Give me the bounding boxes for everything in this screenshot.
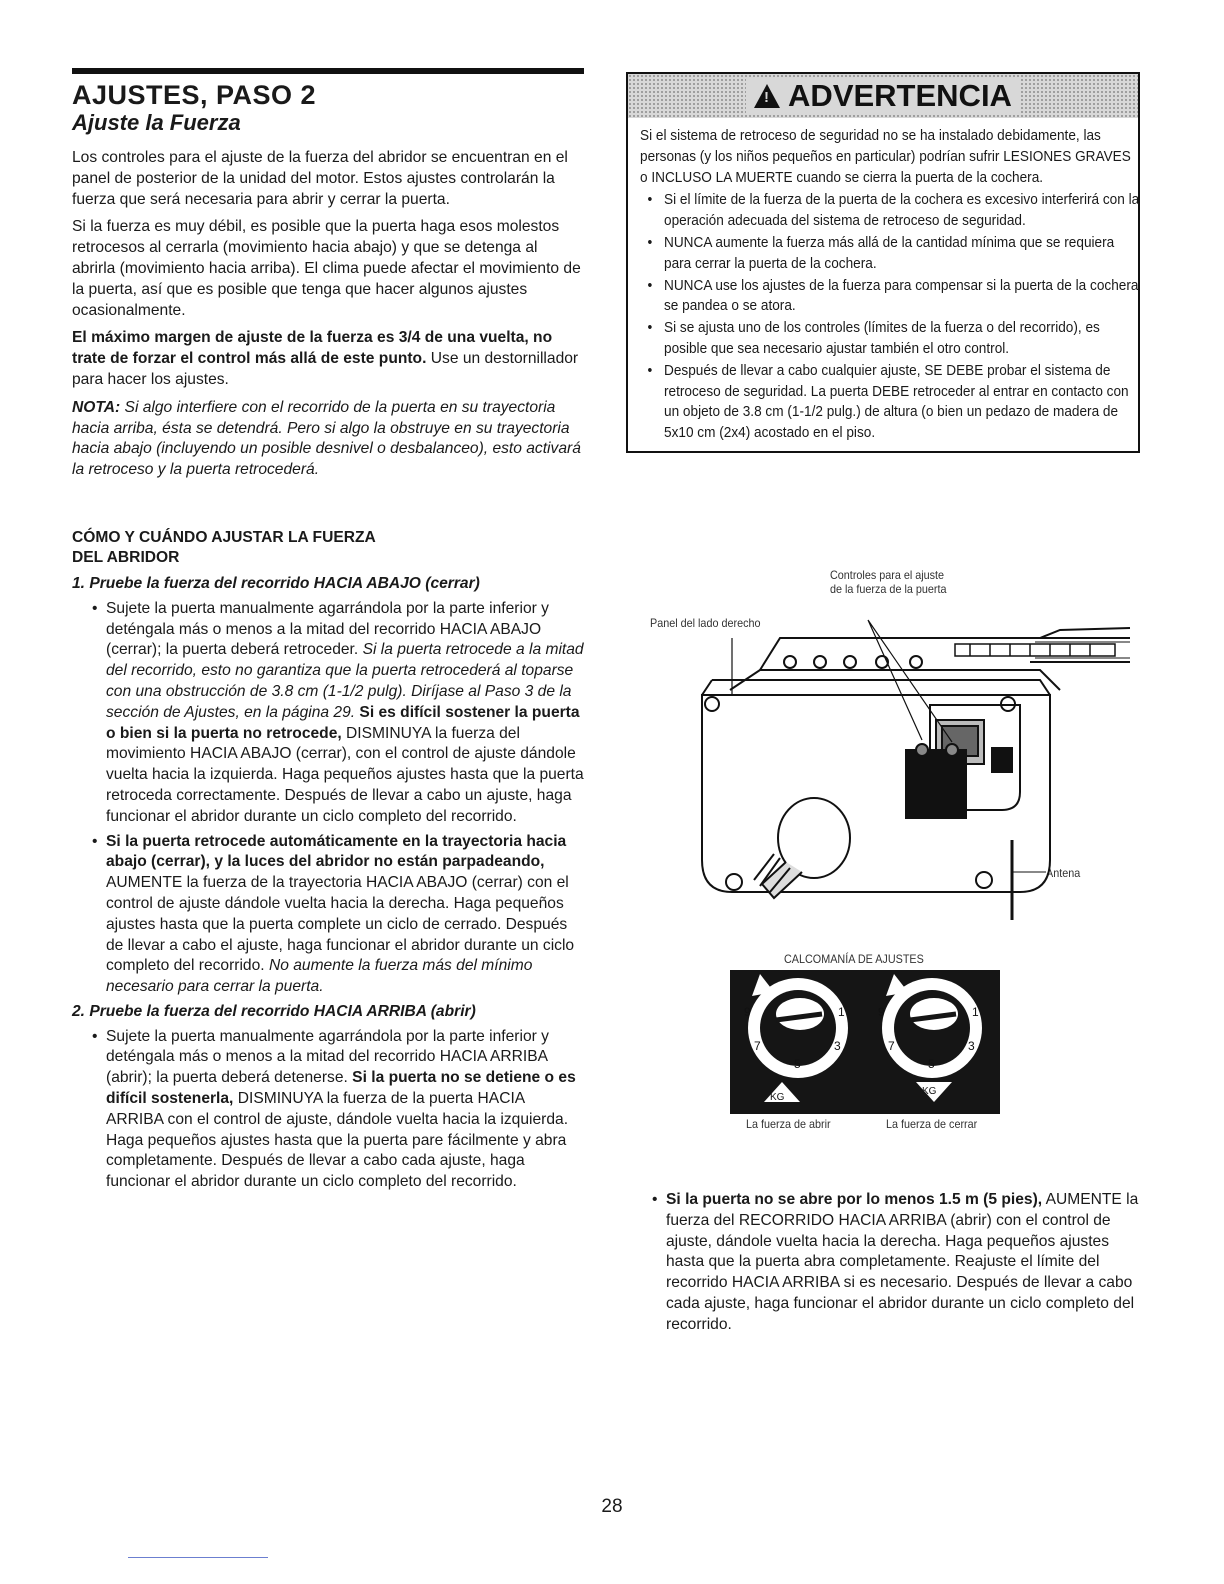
close-dial-number: 7 xyxy=(888,1039,895,1053)
step2-bullet-1 xyxy=(106,1027,584,1193)
step1-b2-bold: Si la puerta retrocede automáticamente en la trayectoria hacia abajo (cerrar), y la luces del abridor no están parpadeando, xyxy=(106,832,567,871)
adjustment-decal xyxy=(730,970,1000,1114)
close-kg-label: KG xyxy=(922,1086,937,1097)
close-dial-number: 5 xyxy=(928,1057,935,1071)
step1-b1-italic: Si la puerta retrocede a la mitad del recorrido, esto no garantiza que la puerta retrocederá al toparse con una obstrucción de 3.8 cm (1-1/2 pulg). Diríjase al Paso 3 de la sección de Ajustes, en la página 29. xyxy=(106,641,584,721)
weak-force-paragraph: Si la fuerza es muy débil, es posible que la puerta haga esos molestos retrocesos al cerrarla (movimiento hacia abajo) y que se detenga al abrirla (movimiento hacia arriba). El clima puede afectar el movimiento de la puerta, así que es posible que tenga que hacer algunos ajustes ocasionalmente. xyxy=(72,218,581,319)
warning-item: • NUNCA use los ajustes de la fuerza para compensar si la puerta de la cochera se pandea o se atora. xyxy=(664,276,1141,318)
warning-item: • Si el límite de la fuerza de la puerta de la cochera es excesivo interferirá con la operación adecuada del sistema de retroceso de seguridad. xyxy=(664,190,1141,232)
step2-heading: 2. Pruebe la fuerza del recorrido HACIA ARRIBA (abrir) xyxy=(72,1002,476,1020)
close-dial-number: 1 xyxy=(972,1005,979,1019)
open-dial-number: 3 xyxy=(834,1039,841,1053)
step1-bullet-1 xyxy=(106,599,584,828)
note-paragraph xyxy=(72,398,584,481)
step1-b2-italic: No aumente la fuerza más del mínimo necesario para cerrar la puerta. xyxy=(106,957,533,996)
left-column xyxy=(72,68,584,1197)
controls-label-line-2: de la fuerza de la puerta xyxy=(830,582,947,596)
footer-link-line xyxy=(128,1557,268,1558)
max-adjust-rest: Use un destornillador para hacer los ajustes. xyxy=(72,350,579,388)
page-title: AJUSTES, PASO 2 xyxy=(72,80,317,110)
panel-label: Panel del lado derecho xyxy=(650,616,761,630)
up-force-bold: Si la puerta no se abre por lo menos 1.5 m (5 pies), xyxy=(666,1191,1043,1208)
open-force-label: La fuerza de abrir xyxy=(746,1117,831,1131)
intro-paragraph: Los controles para el ajuste de la fuerza del abridor se encuentran en el panel de posterior de la unidad del motor. Estos ajustes controlarán la fuerza que será necesaria para abrir y cerrar la puerta. xyxy=(72,149,568,208)
open-kg-label: KG xyxy=(770,1092,785,1103)
step1-list xyxy=(72,599,584,998)
step2-list xyxy=(72,1027,584,1193)
section-heading-line-1: CÓMO Y CUÁNDO AJUSTAR LA FUERZA xyxy=(72,528,376,546)
max-adjust-bold: El máximo margen de ajuste de la fuerza es 3/4 de una vuelta, no trate de forzar el control más allá de este punto. xyxy=(72,329,553,368)
motor-unit-diagram xyxy=(690,600,1140,930)
close-force-label: La fuerza de cerrar xyxy=(886,1117,978,1131)
controls-label-line-1: Controles para el ajuste xyxy=(830,568,945,582)
controls-label xyxy=(830,568,946,596)
up-force-bullet xyxy=(666,1190,1142,1336)
up-force-bullet-block xyxy=(652,1190,1142,1340)
step1-b1-bold: Si es difícil sostener la puerta o bien si la puerta no retrocede, xyxy=(106,703,580,742)
open-dial-number: 9 xyxy=(744,1005,751,1019)
note-text: Si algo interfiere con el recorrido de la puerta en su trayectoria hacia arriba, ésta se detendrá. Pero si algo la obstruye en su trayectoria hacia abajo (incluyendo un posible desnivel o desbalanceo), esto activará la retroceso y la puerta retrocederá. xyxy=(72,398,581,479)
step1-b2-rest: AUMENTE la fuerza de la trayectoria HACIA ABAJO (cerrar) con el control de ajuste dándole vuelta hacia la derecha. Haga pequeños ajustes hasta que la puerta complete un ciclo de cerrado. Después de llevar a cabo el ajuste, haga funcionar el abridor durante un ciclo completo del recorrido. xyxy=(106,874,575,975)
step1-bullet-2 xyxy=(106,832,584,998)
step1-b1-rest: DISMINUYA la fuerza del movimiento HACIA ABAJO (cerrar), con el control de ajuste dándole vuelta hacia la izquierda. Haga pequeños ajustes hasta que la puerta retroceda correctamente. Después de llevar a cabo un ajuste, haga funcionar el abridor durante un ciclo completo del recorrido. xyxy=(106,724,584,825)
step1-b1-text: Sujete la puerta manualmente agarrándola por la parte inferior y deténgala más o menos a la mitad del recorrido HACIA ABAJO (cerrar); la puerta deberá retroceder. xyxy=(106,599,549,659)
warning-item: • Después de llevar a cabo cualquier ajuste, SE DEBE probar el sistema de retroceso de seguridad. La puerta DEBE retroceder al entrar en contacto con un objeto de 3.8 cm (1-1/2 pulg.) de altura (o bien un pedazo de madera de 5x10 cm (2x4) acostado en el piso. xyxy=(664,361,1141,444)
warning-symbol: ! xyxy=(764,89,770,106)
section-heading xyxy=(72,528,584,568)
antenna-label: Antena xyxy=(1046,866,1081,880)
warning-title-text: ADVERTENCIA xyxy=(788,78,1012,113)
warning-body xyxy=(628,118,1138,451)
close-dial-number: 3 xyxy=(968,1039,975,1053)
page-number: 28 xyxy=(601,1496,623,1517)
close-dial-number: 9 xyxy=(878,1005,885,1019)
warning-intro: Si el sistema de retroceso de seguridad no se ha instalado debidamente, las personas (y los niños pequeños en particular) podrían sufrir LESIONES GRAVES o INCLUSO LA MUERTE cuando se cierra la puerta de la cochera. xyxy=(640,128,1131,186)
open-dial-number: 1 xyxy=(838,1005,845,1019)
up-force-rest: AUMENTE la fuerza del RECORRIDO HACIA ARRIBA (abrir) con el control de ajuste, dándole vuelta hacia la derecha. Haga pequeños ajustes hasta que la puerta abra completamente. Reajuste el límite del recorrido HACIA ARRIBA si es necesario. Después de llevar a cabo cada ajuste, haga funcionar el abridor durante un ciclo completo del recorrido. xyxy=(666,1191,1139,1333)
decal-title: CALCOMANÍA DE AJUSTES xyxy=(784,952,924,966)
warning-list xyxy=(640,190,1140,444)
note-label: NOTA: xyxy=(72,398,121,416)
open-dial-number: 5 xyxy=(794,1057,801,1071)
page-subtitle: Ajuste la Fuerza xyxy=(72,110,241,135)
warning-box xyxy=(626,72,1140,453)
step2-b1-text: Sujete la puerta manualmente agarrándola por la parte inferior y deténgala más o menos a la mitad del recorrido HACIA ARRIBA (abrir); la puerta deberá detenerse. xyxy=(106,1027,549,1087)
step2-b1-bold: Si la puerta no se detiene o es difícil sostenerla, xyxy=(106,1069,576,1108)
step2-b1-rest: DISMINUYA la fuerza de la puerta HACIA ARRIBA con el control de ajuste, dándole vuelta hacia la izquierda. Haga pequeños ajustes hasta que la puerta pare fácilmente y abra completamente. Después de llevar a cabo cada ajuste, haga funcionar el abridor durante un ciclo completo del recorrido. xyxy=(106,1090,569,1191)
max-adjust-paragraph xyxy=(72,328,584,390)
warning-title xyxy=(746,78,1020,114)
section-heading-line-2: DEL ABRIDOR xyxy=(72,548,180,566)
warning-item: • NUNCA aumente la fuerza más allá de la cantidad mínima que se requiera para cerrar la puerta de la cochera. xyxy=(664,233,1141,275)
warning-header xyxy=(628,74,1138,118)
open-dial-number: 7 xyxy=(754,1039,761,1053)
title-rule xyxy=(72,68,584,74)
warning-triangle-icon xyxy=(754,84,780,108)
right-column xyxy=(626,72,1138,453)
step1-heading: 1. Pruebe la fuerza del recorrido HACIA ABAJO (cerrar) xyxy=(72,574,480,592)
warning-item: • Si se ajusta uno de los controles (límites de la fuerza o del recorrido), es posible que sea necesario ajustar también el otro control. xyxy=(664,318,1141,360)
up-force-list xyxy=(652,1190,1142,1336)
